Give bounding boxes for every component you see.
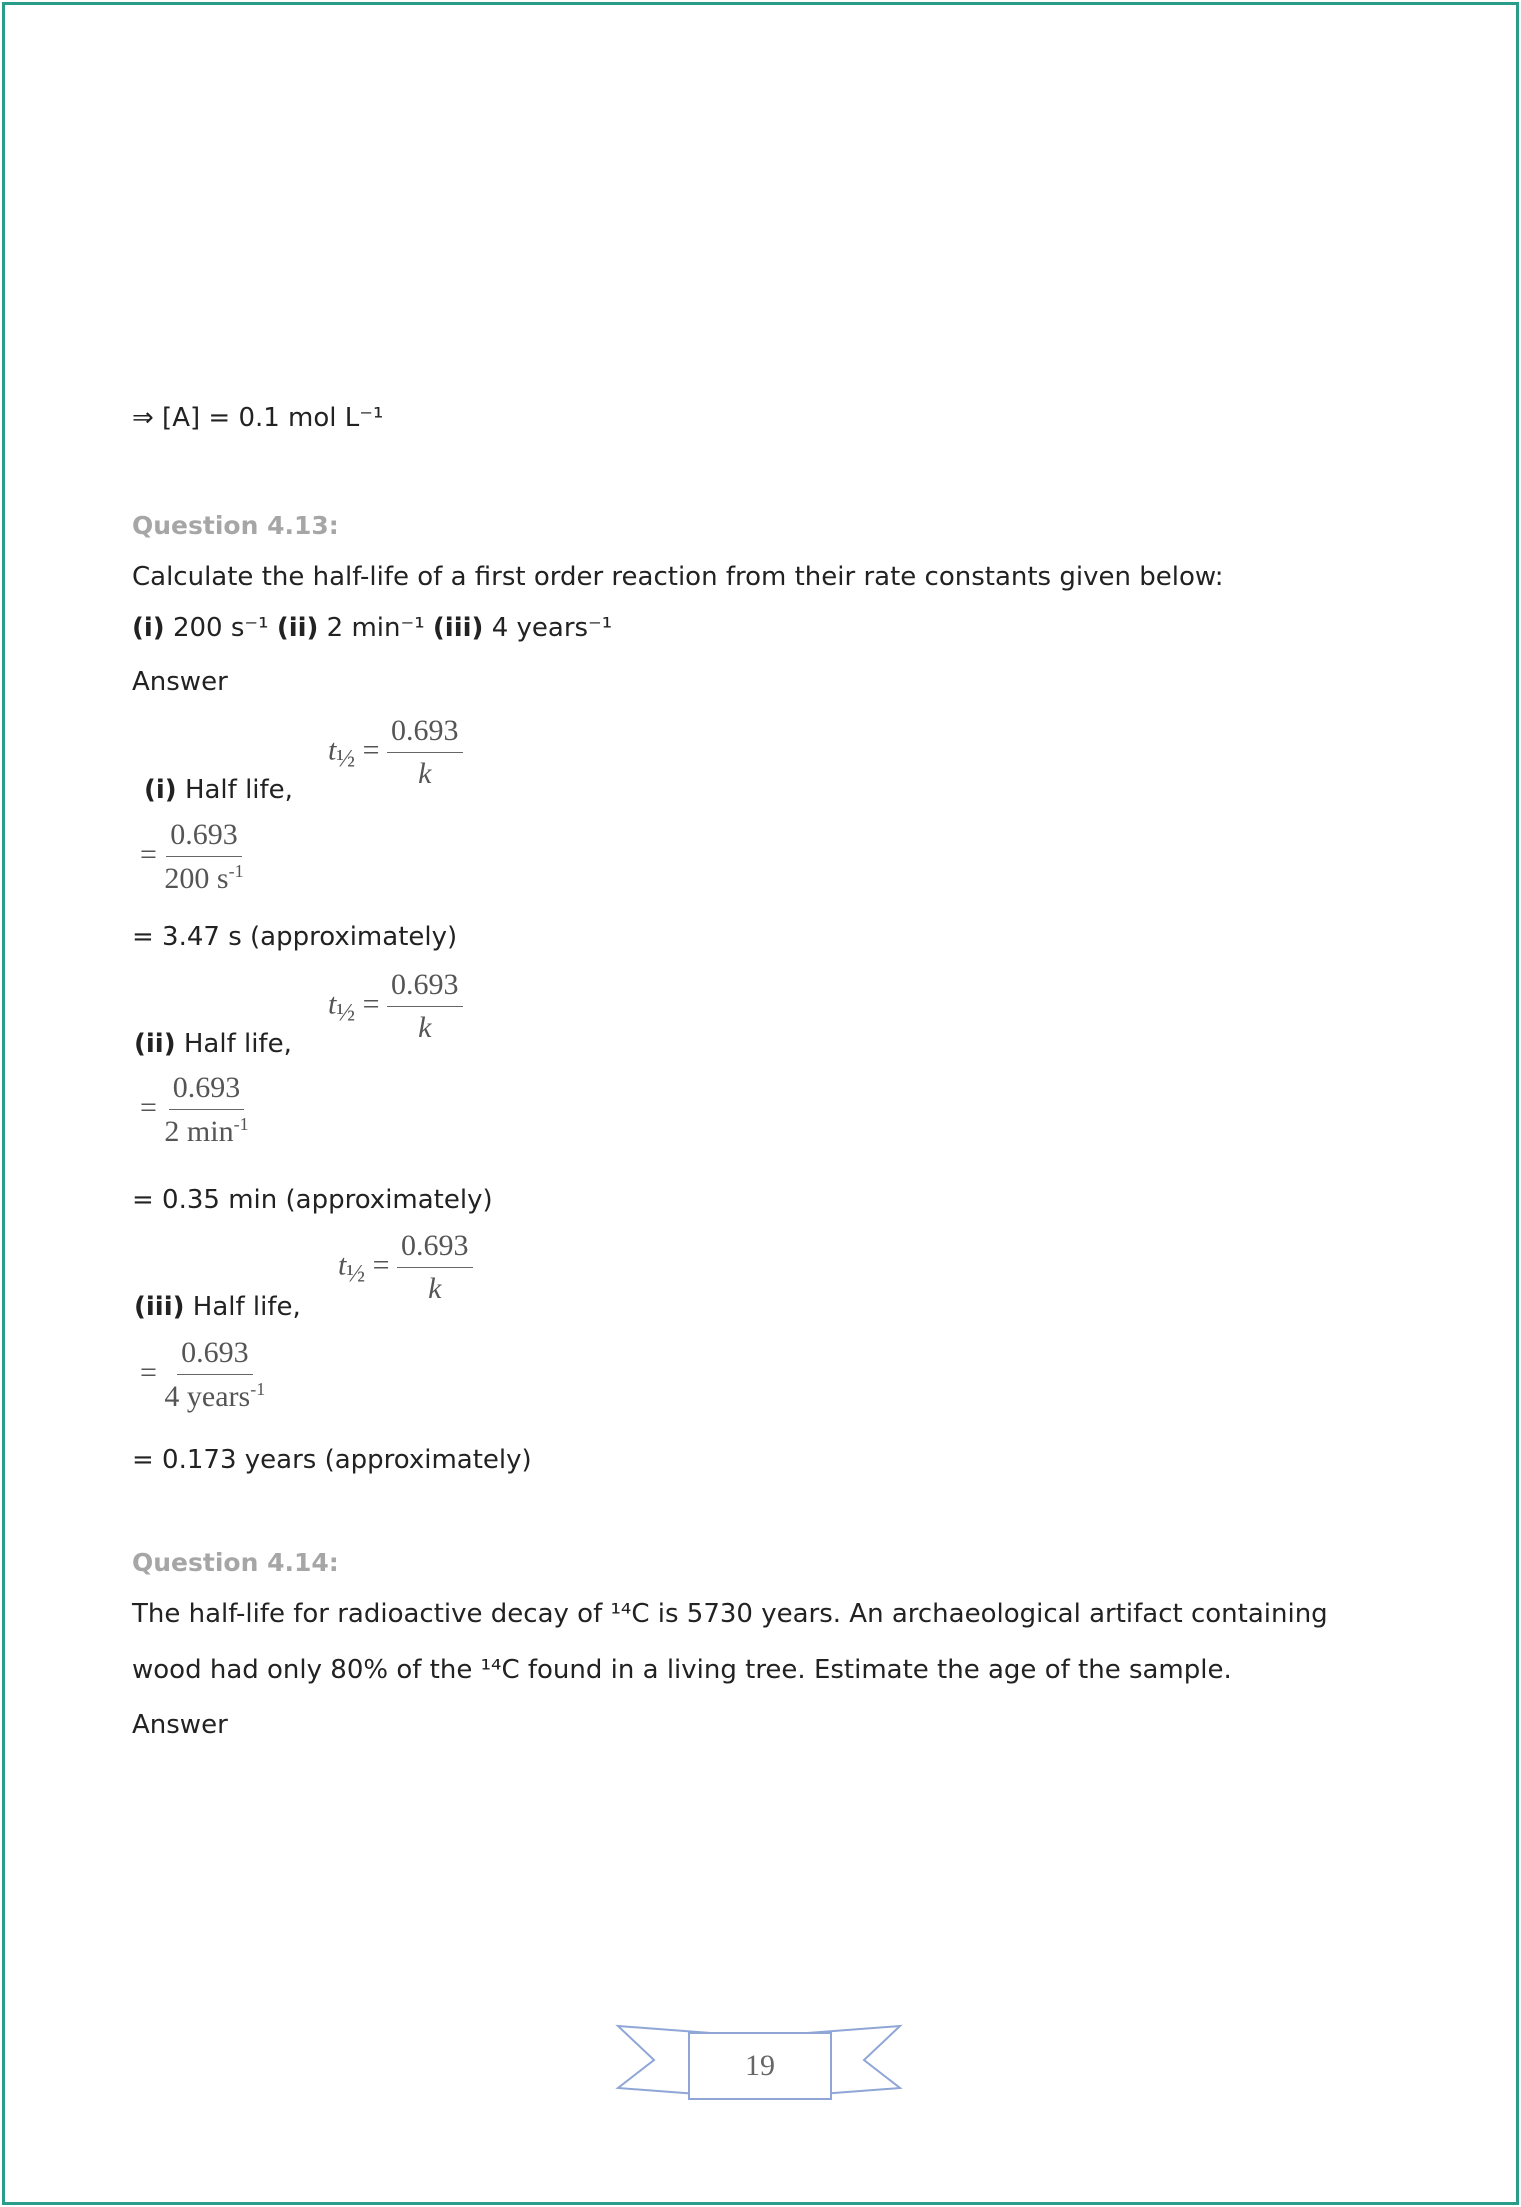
question-4-13-text: Calculate the half-life of a first order reaction from their rate constants given below:: [132, 562, 1224, 592]
answer-label: Answer: [132, 667, 228, 697]
solution-iii-result: = 0.173 years (approximately): [132, 1445, 532, 1475]
solution-iii-fraction: = $\frac{0.693}{4 years^{-1}}$: [140, 1336, 266, 1413]
part-label: (ii): [276, 613, 319, 643]
solution-iii-label: (iii) Half life,: [134, 1292, 301, 1322]
solution-i-label: (i) Half life,: [144, 775, 293, 805]
previous-result: ⇒ [A] = 0.1 mol L⁻¹: [132, 403, 384, 433]
part-value: 200 s⁻¹: [164, 613, 277, 643]
page-number: 19: [688, 2032, 832, 2100]
part-label: (iii): [432, 613, 484, 643]
solution-ii-label: (ii) Half life,: [134, 1029, 292, 1059]
half-life-formula: $t_{\frac{1}{2}}$ = $\frac{0.693}{k}$: [338, 1229, 473, 1306]
question-4-13-parts: [132, 615, 612, 641]
half-life-formula: $t_{\frac{1}{2}}$ = $\frac{0.693}{k}$: [328, 968, 463, 1045]
question-4-14-line-1: The half-life for radioactive decay of ¹⁴C is 5730 years. An archaeological artifact containing: [132, 1599, 1328, 1629]
answer-label: Answer: [132, 1710, 228, 1740]
solution-ii-fraction: = $\frac{0.693}{2 \min^{-1}}$: [140, 1071, 249, 1148]
part-value: 2 min⁻¹: [318, 613, 433, 643]
half-life-formula: $t_{\frac{1}{2}}$ = $\frac{0.693}{k}$: [328, 714, 463, 791]
solution-ii-result: = 0.35 min (approximately): [132, 1185, 493, 1215]
question-4-14-line-2: wood had only 80% of the ¹⁴C found in a living tree. Estimate the age of the sample.: [132, 1655, 1232, 1685]
part-value: 4 years⁻¹: [483, 613, 613, 643]
question-4-13-heading: Question 4.13:: [132, 511, 339, 540]
page-number-ribbon: [614, 2018, 904, 2108]
solution-i-fraction: = $\frac{0.693}{200 s^{-1}}$: [140, 818, 244, 895]
question-4-14-heading: Question 4.14:: [132, 1548, 339, 1577]
solution-i-result: = 3.47 s (approximately): [132, 922, 458, 952]
part-label: (i): [132, 613, 165, 643]
